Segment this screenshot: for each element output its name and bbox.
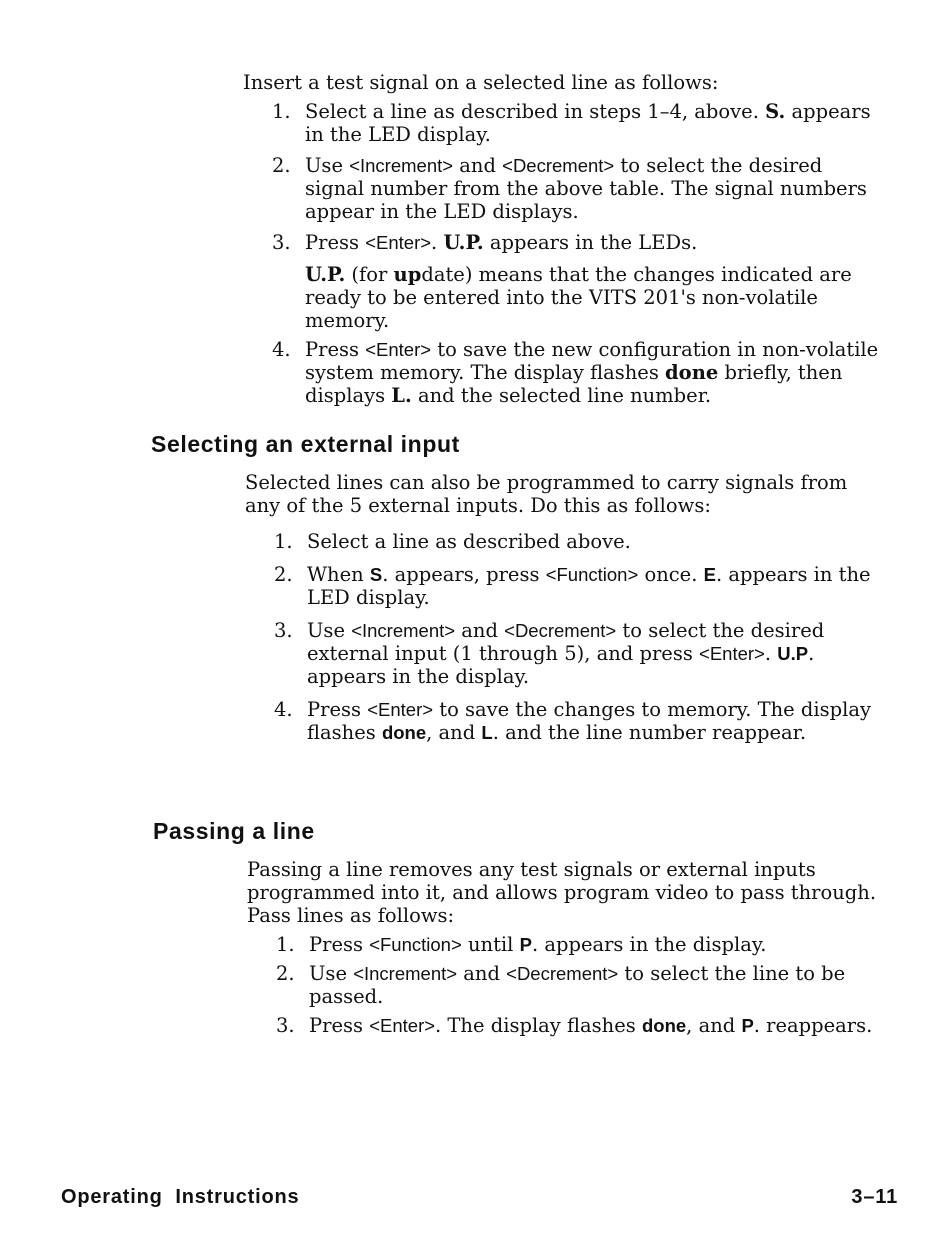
step-text: . appears in the LED display. <box>307 563 871 609</box>
led-code: L. <box>391 384 412 407</box>
led-code: P <box>741 1015 754 1036</box>
list-item <box>243 231 883 332</box>
step-text: to select the line to be passed. <box>309 962 846 1008</box>
step-text: Press <box>309 933 370 956</box>
step-text: , and <box>426 721 482 744</box>
step-text: When <box>307 563 370 586</box>
step-text: . reappears. <box>753 1014 873 1037</box>
step-text: and <box>453 154 503 177</box>
key-name: <Enter> <box>365 232 432 253</box>
key-name: <Increment> <box>349 155 454 176</box>
display-word: done <box>641 1015 687 1036</box>
step-text: Press <box>305 231 366 254</box>
step-number: 1. <box>274 530 293 553</box>
footer-page-number: 3–11 <box>851 1186 898 1208</box>
step-text: Select a line as described in steps 1–4, above. <box>305 100 766 123</box>
steps-list <box>247 933 887 1037</box>
step-number: 4. <box>272 338 291 361</box>
step-number: 2. <box>272 154 291 177</box>
step-text: to save the new configuration in non-volatile system memory. The display flashes <box>305 338 879 384</box>
step-text: to select the desired external input (1 through 5), and press <box>307 619 825 665</box>
intro-paragraph: Selected lines can also be programmed to carry signals from any of the 5 external inputs. Do this as follows: <box>245 471 848 517</box>
display-word: done <box>665 361 719 384</box>
step-text: Use <box>309 962 354 985</box>
step-text: appears in the LEDs. <box>483 231 698 254</box>
list-item <box>243 154 883 223</box>
step-number: 3. <box>272 231 291 254</box>
key-name: <Function> <box>545 564 639 585</box>
step-text: and the selected line number. <box>411 384 712 407</box>
section-external-input <box>245 471 885 744</box>
key-name: <Enter> <box>367 699 434 720</box>
key-name: <Enter> <box>699 643 765 664</box>
step-text: Use <box>305 154 350 177</box>
step-text: . The display flashes <box>435 1014 642 1037</box>
section-heading-passing-line: Passing a line <box>153 818 315 844</box>
list-item <box>245 619 885 688</box>
step-text: Use <box>307 619 352 642</box>
led-code: U.P <box>777 643 809 664</box>
led-code: L <box>481 722 493 743</box>
led-code: S. <box>765 100 786 123</box>
footer-section-title: Operating Instructions <box>61 1186 300 1208</box>
list-item <box>245 563 885 609</box>
step-number: 4. <box>274 698 293 721</box>
step-text: Press <box>305 338 366 361</box>
step-text: Press <box>307 698 368 721</box>
key-name: <Increment> <box>353 963 458 984</box>
key-name: <Enter> <box>369 1015 436 1036</box>
step-text: . appears in the display. <box>307 642 815 688</box>
step-text: until <box>461 933 520 956</box>
step-text: once. <box>638 563 704 586</box>
step-text: . and the line number reappear. <box>492 721 807 744</box>
step-text: . appears, press <box>382 563 546 586</box>
step-text: . appears in the display. <box>531 933 767 956</box>
steps-list <box>245 530 885 744</box>
display-word: done <box>381 722 427 743</box>
step-text: to select the desired signal number from the above table. The signal numbers appear in the LED displays. <box>305 154 867 223</box>
step-text: to save the changes to memory. The display flashes <box>307 698 871 744</box>
list-item <box>245 698 885 744</box>
step-text: , and <box>686 1014 742 1037</box>
section-test-signal <box>243 71 883 407</box>
step-number: 3. <box>276 1014 295 1037</box>
key-name: <Enter> <box>365 339 432 360</box>
step-number: 3. <box>274 619 293 642</box>
key-name: <Function> <box>369 934 462 955</box>
section-heading-external-input: Selecting an external input <box>151 431 460 457</box>
list-item <box>247 1014 887 1037</box>
step-text: briefly, then displays <box>305 361 843 407</box>
key-name: <Decrement> <box>504 620 617 641</box>
step-text: appears in the LED display. <box>305 100 871 146</box>
list-item <box>245 530 885 553</box>
step-number: 1. <box>272 100 291 123</box>
list-item <box>243 100 883 146</box>
section-passing-line <box>247 858 887 1037</box>
step-note <box>305 263 883 332</box>
led-code: U.P. <box>305 263 346 286</box>
key-name: <Decrement> <box>506 963 619 984</box>
led-code: U.P. <box>443 231 484 254</box>
list-item <box>247 962 887 1008</box>
step-text: and <box>457 962 507 985</box>
intro-paragraph: Insert a test signal on a selected line as follows: <box>243 71 719 94</box>
step-number: 1. <box>276 933 295 956</box>
step-text: Select a line as described above. <box>307 530 631 553</box>
step-number: 2. <box>274 563 293 586</box>
list-item <box>243 338 883 407</box>
note-emphasis: up <box>393 263 422 286</box>
led-code: E <box>703 564 716 585</box>
key-name: <Increment> <box>351 620 456 641</box>
intro-paragraph: Passing a line removes any test signals or external inputs programmed into it, and allows program video to pass through. Pass lines as follows: <box>247 858 877 927</box>
step-text: . <box>764 642 778 665</box>
step-text: and <box>455 619 505 642</box>
step-number: 2. <box>276 962 295 985</box>
led-code: S <box>369 564 383 585</box>
led-code: P <box>519 934 532 955</box>
key-name: <Decrement> <box>502 155 615 176</box>
note-text: date) means that the changes indicated are ready to be entered into the VITS 201's non-volatile memory. <box>305 263 852 332</box>
note-text: (for <box>345 263 394 286</box>
step-text: Press <box>309 1014 370 1037</box>
steps-list <box>243 100 883 407</box>
step-text: . <box>431 231 444 254</box>
list-item <box>247 933 887 956</box>
